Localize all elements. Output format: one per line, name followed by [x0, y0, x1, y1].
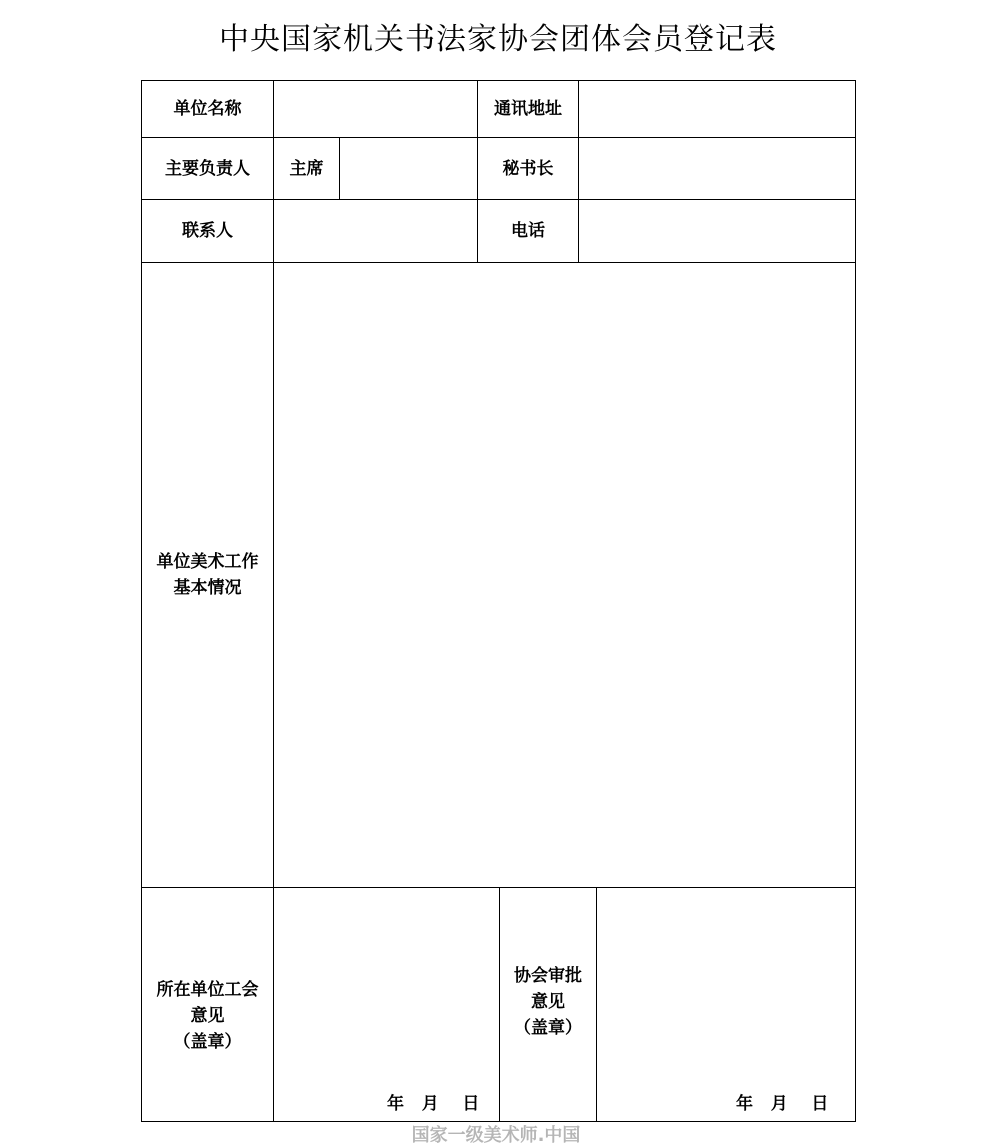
contact-field[interactable] [274, 200, 477, 262]
watermark: 国家一级美术师.中国 [411, 1125, 581, 1146]
contact-label: 联系人 [182, 221, 233, 241]
unit-name-field[interactable] [274, 81, 477, 137]
form-title: 中央国家机关书法家协会团体会员登记表 [219, 22, 777, 57]
union-opinion-field[interactable] [274, 888, 499, 1121]
address-field[interactable] [579, 81, 855, 137]
secretary-label: 秘书长 [502, 158, 554, 179]
union-opinion-label: 所在单位工会 意见 （盖章） [156, 979, 259, 1052]
address-label: 通讯地址 [494, 99, 562, 119]
approval-opinion-label: 协会审批 意见 （盖章） [514, 965, 582, 1038]
unit-name-label: 单位名称 [173, 99, 242, 119]
work-situation-field[interactable] [274, 263, 855, 887]
approval-date: 年 月 日 [736, 1094, 829, 1114]
union-date: 年 月 日 [387, 1094, 480, 1114]
chairman-field[interactable] [340, 138, 477, 199]
secretary-field[interactable] [579, 138, 855, 199]
work-situation-label: 单位美术工作 基本情况 [156, 552, 259, 598]
leader-label: 主要负责人 [165, 158, 250, 179]
phone-field[interactable] [579, 200, 855, 262]
phone-label: 电话 [511, 221, 545, 241]
registration-form-table [141, 80, 856, 1122]
approval-opinion-field[interactable] [597, 888, 855, 1121]
chairman-label: 主席 [289, 158, 324, 179]
